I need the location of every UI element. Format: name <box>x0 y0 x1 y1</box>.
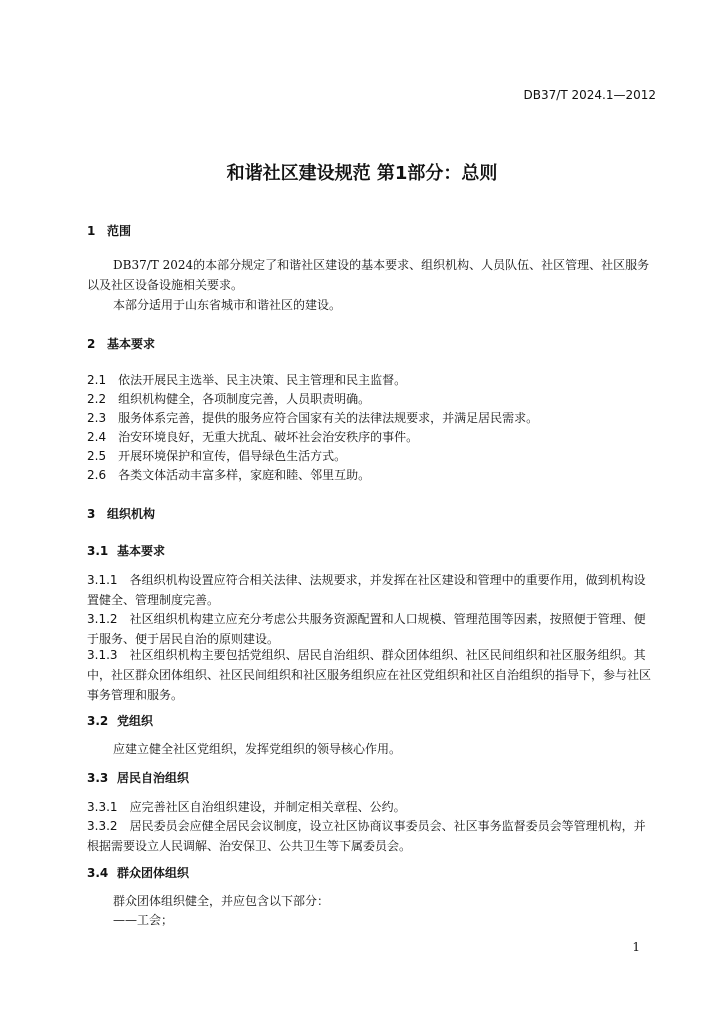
section-number: 3 <box>87 507 96 521</box>
section-3-heading <box>87 505 155 522</box>
section-2-heading <box>87 335 155 352</box>
page-number: 1 <box>632 940 640 954</box>
standard-code: DB37/T 2024.1—2012 <box>523 88 656 102</box>
section-title: 组织机构 <box>107 507 156 521</box>
section-title: 基本要求 <box>107 337 156 351</box>
clause-2-5: 2.5 开展环境保护和宣传，倡导绿色生活方式。 <box>87 449 347 463</box>
clause-3-4-text: 群众团体组织健全，并应包含以下部分： <box>113 894 330 908</box>
clause-3-3-2: 3.3.2 居民委员会应健全居民会议制度，设立社区协商议事委员会、社区事务监督委员会等管理机构，并根据需要设立人民调解、治安保卫、公共卫生等下属委员会。 <box>87 819 646 853</box>
clause-2-6: 2.6 各类文体活动丰富多样，家庭和睦、邻里互助。 <box>87 468 371 482</box>
clause-2-4: 2.4 治安环境良好，无重大扰乱、破坏社会治安秩序的事件。 <box>87 430 419 444</box>
clause-3-2-text: 应建立健全社区党组织，发挥党组织的领导核心作用。 <box>113 742 402 756</box>
clause-3-1-1: 3.1.1 各组织机构设置应符合相关法律、法规要求，并发挥在社区建设和管理中的重要作用，做到机构设置健全、管理制度完善。 <box>87 573 646 607</box>
subsection-3-4-heading: 3.4 群众团体组织 <box>87 866 190 880</box>
subsection-3-2-heading: 3.2 党组织 <box>87 714 154 728</box>
sec1-paragraph-1: DB37/T 2024的本部分规定了和谐社区建设的基本要求、组织机构、人员队伍、社区管理、社区服务以及社区设备设施相关要求。 <box>87 258 650 292</box>
clause-3-1-2: 3.1.2 社区组织机构建立应充分考虑公共服务资源配置和人口规模、管理范围等因素，按照便于管理、便于服务、便于居民自治的原则建设。 <box>87 612 646 646</box>
document-title: 和谐社区建设规范 第1部分：总则 <box>226 163 498 184</box>
clause-2-3: 2.3 服务体系完善，提供的服务应符合国家有关的法律法规要求，并满足居民需求。 <box>87 411 539 425</box>
subsection-3-1-heading: 3.1 基本要求 <box>87 544 166 558</box>
sec1-paragraph-2: 本部分适用于山东省城市和谐社区的建设。 <box>113 298 342 312</box>
section-1-heading <box>87 222 131 239</box>
clause-3-1-3: 3.1.3 社区组织机构主要包括党组织、居民自治组织、群众团体组织、社区民间组织和社区服务组织。其中，社区群众团体组织、社区民间组织和社区服务组织应在社区党组织和社区自治组织的指导下，参与社区事务管理和服务。 <box>87 648 652 702</box>
section-number: 2 <box>87 337 96 351</box>
subsection-3-3-heading: 3.3 居民自治组织 <box>87 771 190 785</box>
section-number: 1 <box>87 224 96 238</box>
clause-3-3-1: 3.3.1 应完善社区自治组织建设，并制定相关章程、公约。 <box>87 800 406 814</box>
section-title: 范围 <box>107 224 132 238</box>
clause-2-1: 2.1 依法开展民主选举、民主决策、民主管理和民主监督。 <box>87 373 407 387</box>
clause-2-2: 2.2 组织机构健全，各项制度完善，人员职责明确。 <box>87 392 371 406</box>
list-item: ——工会； <box>113 913 174 927</box>
